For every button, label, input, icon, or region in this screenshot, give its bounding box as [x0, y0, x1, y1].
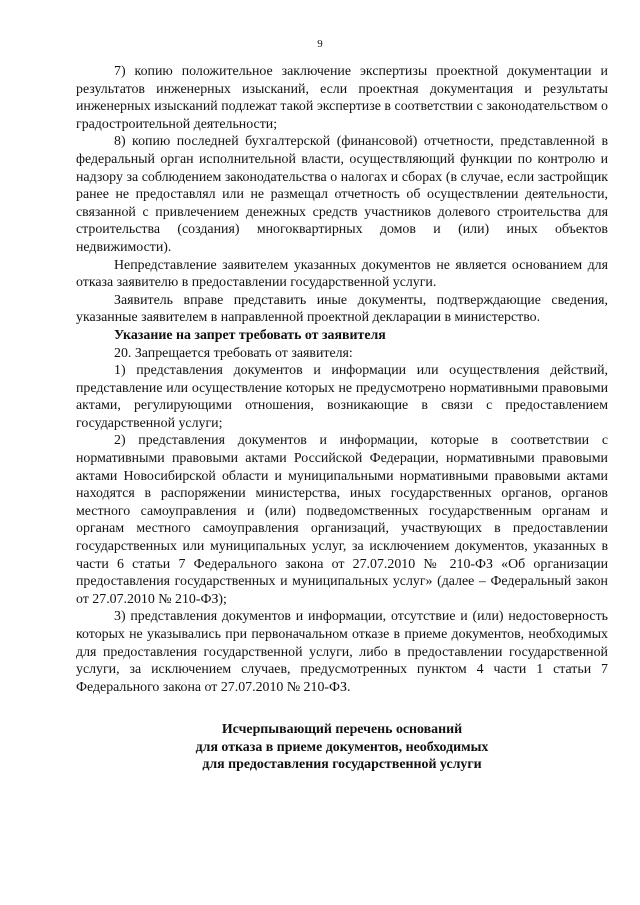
paragraph-applicant-right: Заявитель вправе представить иные документы, подтверждающие сведения, указанные заявителем в направленной проектной декларации в министерство.	[76, 292, 608, 326]
heading-line-1: Исчерпывающий перечень оснований	[221, 722, 463, 738]
paragraph-20-item-3: 3) представления документов и информации, отсутствие и (или) недостоверность которых не указывались при первоначальном отказе в приеме документов, необходимых для предоставления государственной услуги, либо в предоставлении государственной услуги, за исключением случаев, предусмотренных пунктом 4 части 1 статьи 7 Федерального закона от 27.07.2010 № 210-ФЗ.	[76, 609, 608, 695]
paragraph-20: 20. Запрещается требовать от заявителя:	[114, 345, 353, 361]
paragraph-non-submission: Непредставление заявителем указанных документов не является основанием для отказа заявителю в предоставлении государственной услуги.	[76, 257, 608, 291]
page-number: 9	[317, 38, 323, 50]
paragraph-20-item-1: 1) представления документов и информации или осуществления действий, представление или осуществление которых не предусмотрено нормативными правовыми актами, регулирующими отношения, возникающие в связи с предоставлением государственной услуги;	[76, 363, 608, 431]
paragraph-item-7: 7) копию положительное заключение экспертизы проектной документации и результатов инженерных изысканий, если проектная документация и результаты инженерных изысканий подлежат такой экспертизе в соответствии с законодательством о градостроительной деятельности;	[76, 64, 608, 132]
section-heading-prohibition: Указание на запрет требовать от заявителя	[114, 327, 386, 343]
section-heading-refusal-grounds	[76, 721, 608, 773]
paragraph-item-8: 8) копию последней бухгалтерской (финансовой) отчетности, представленной в федеральный орган исполнительной власти, осуществляющий функции по контролю и надзору за соблюдением законодательства о налогах и сборах (в случае, если застройщик ранее не предоставлял или не размещал отчетность об осуществлении деятельности, связанной с привлечением денежных средств участников долевого строительства для строительства (создания) многоквартирных домов и (или) иных объектов недвижимости).	[76, 134, 608, 255]
heading-line-3: для предоставления государственной услуги	[202, 757, 482, 773]
paragraph-20-item-2: 2) представления документов и информации, которые в соответствии с нормативными правовыми актами Российской Федерации, нормативными правовыми актами Новосибирской области и муниципальными нормативными правовыми актами находятся в распоряжении министерства, иных государственных органов, органов местного самоуправления и (или) подведомственных государственным органам и органам местного самоуправления организаций, участвующих в предоставлении государственных или муниципальных услуг, за исключением документов, указанных в части 6 статьи 7 Федерального закона от 27.07.2010 № 210-ФЗ «Об организации предоставления государственных и муниципальных услуг» (далее – Федеральный закон от 27.07.2010 № 210-ФЗ);	[76, 433, 608, 607]
heading-line-2: для отказа в приеме документов, необходимых	[195, 739, 489, 755]
document-body	[76, 63, 608, 774]
